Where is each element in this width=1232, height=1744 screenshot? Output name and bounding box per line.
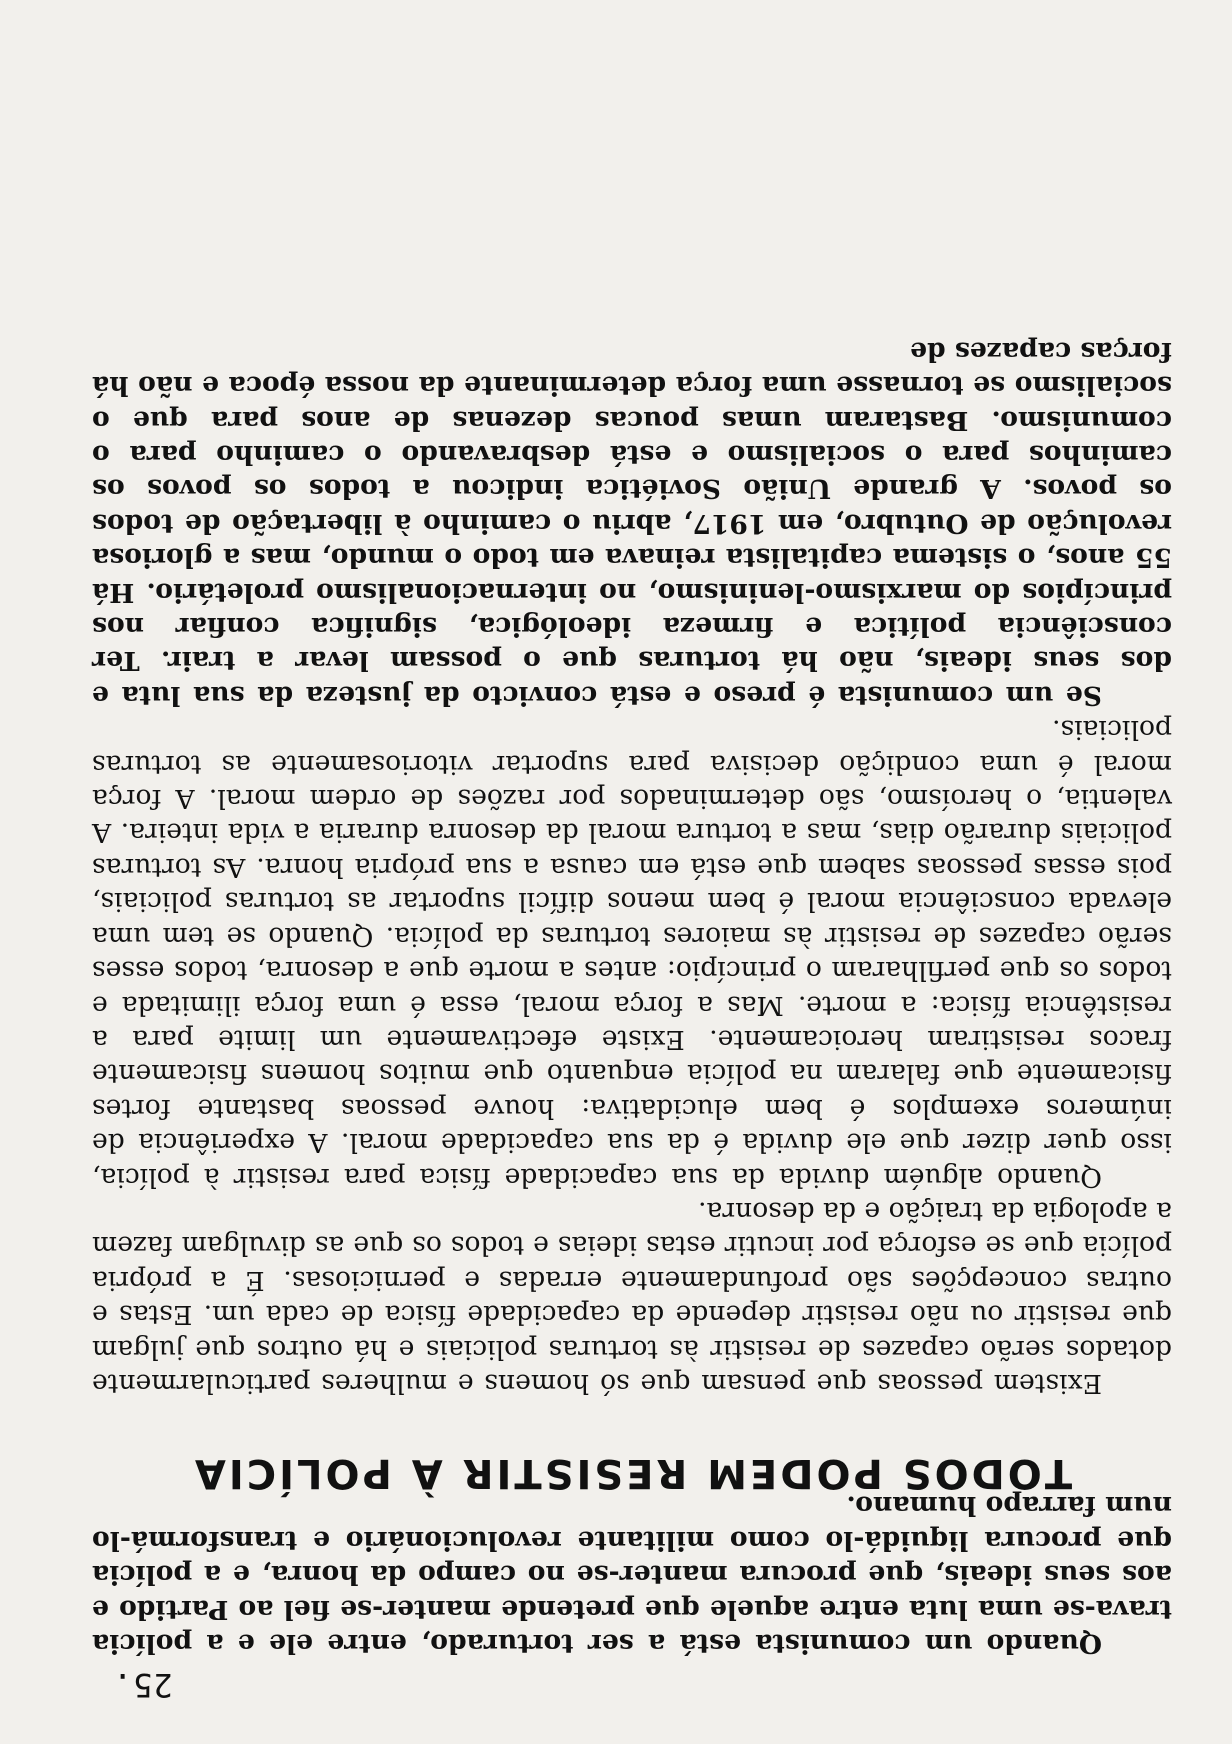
paragraph-2: Quando alguém duvida da sua capacidade física para resistir à polícia, isso quer dizer que ele duvida é da sua capacidade moral. A experiência de inúmeros exemplos é bem elucidativa: houve pessoas bastante fortes fisicamente que falaram na polícia enquanto que muitos homens fisicamente fracos resistiram heroicamente. Existe efectivamente um limite para a resistência física: a morte. Mas a força moral, essa é uma força ilimitada e todos os que perfilharam o princípio: antes a morte que a desonra, todos esses serão capazes de resistir às maiores torturas da polícia. Quando se tem uma elevada consciência moral é bem menos difícil suportar as torturas policiais, pois essas pessoas sabem que está em causa a sua própria honra. As torturas policiais durarão dias, mas a tortura moral da desonra duraria a vida inteira. A valentia, o heroísmo, são determinados por razões de ordem moral. A força moral é uma condição decisiva para suportar vitoriosamente as torturas policiais.	[92, 714, 1172, 1193]
body-text	[92, 333, 1172, 1400]
paragraph-1: Existem pessoas que pensam que só homens e mulheres particularmente dotados serão capazes de resistir às torturas policiais e há outros que julgam que resistir ou não resistir depende da capacidade física de cada um. Estas e outras concepções são profundamente erradas e perniciosas. É a própria polícia que se esforça por incutir estas ideias e todos os que as divulgam fazem a apologia da traição e da desonra.	[92, 1195, 1172, 1399]
section-heading: TODOS PODEM RESISTIR À POLÍCIA	[191, 1450, 1073, 1496]
intro-paragraph	[92, 1488, 1172, 1660]
paragraph-3: Se um comunista é preso e está convicto da justeza da sua luta e dos seus ideais, não há torturas que o possam levar a trair. Ter consciência política e firmeza ideológica, significa confiar nos princípios do marxismo-leninismo, no internacionalismo proletário. Há 55 anos, o sistema capitalista reinava em todo o mundo, mas a gloriosa revolução de Outubro, em 1917, abriu o caminho à libertação de todos os povos. A grande União Soviética indicou a todos os povos os caminhos para o socialismo e está desbravando o caminho para o comunismo. Bastaram umas poucas dezenas de anos para que o socialismo se tornasse uma força determinante da nossa época e não há forças capazes de	[92, 335, 1172, 711]
page-number: 25.	[112, 1666, 173, 1704]
intro-text: Quando um comunista está a ser torturado, entre ele e a polícia trava-se uma luta entre aquele que pretende manter-se fiel ao Partido e aos seus ideais, que procura manter-se no campo da honra, e a polícia que procura liquidá-lo como militante revolucionário e transformá-lo num farrapo humano.	[92, 1490, 1172, 1659]
document-sheet	[72, 40, 1172, 1704]
